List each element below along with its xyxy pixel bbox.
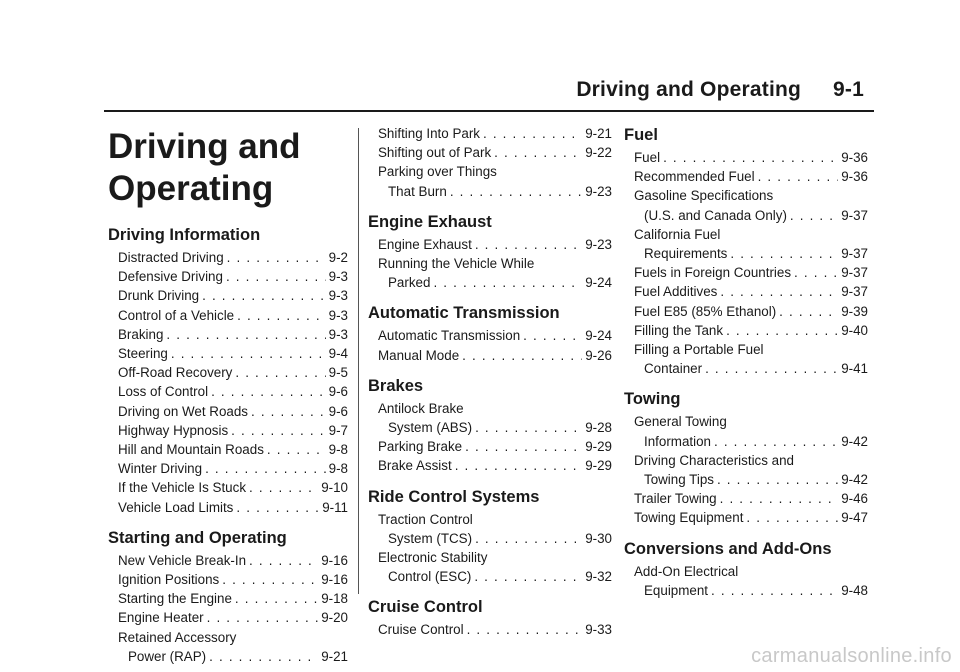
toc-entry-label: Ignition Positions	[118, 572, 220, 588]
dot-leader	[171, 344, 326, 363]
toc-entry[interactable]	[624, 263, 868, 282]
toc-entry-label: Highway Hypnosis	[118, 422, 229, 438]
dot-leader	[705, 359, 838, 378]
toc-entry-label: Engine Heater	[118, 610, 204, 626]
toc-entry[interactable]	[624, 508, 868, 527]
toc-entry-row[interactable]	[634, 359, 868, 378]
toc-entry[interactable]	[108, 498, 348, 517]
toc-page-number: 9-46	[841, 491, 868, 507]
dot-leader	[465, 437, 582, 456]
toc-entry[interactable]	[108, 402, 348, 421]
section-heading: Automatic Transmission	[368, 304, 560, 323]
toc-entry[interactable]	[368, 620, 612, 639]
toc-page-number: 9-29	[585, 458, 612, 474]
toc-page-number: 9-32	[585, 569, 612, 585]
toc-page-number: 9-18	[321, 591, 348, 607]
dot-leader	[236, 498, 319, 517]
toc-entry[interactable]	[368, 162, 612, 200]
toc-entry-row[interactable]	[634, 432, 868, 451]
header-title: Driving and Operating	[576, 78, 802, 101]
toc-entry-row[interactable]	[378, 418, 612, 437]
toc-page-number: 9-47	[841, 510, 868, 526]
toc-entry-label: Fuel E85 (85% Ethanol)	[634, 303, 777, 319]
dot-leader	[720, 282, 838, 301]
dot-leader	[237, 306, 326, 325]
dot-leader	[205, 459, 326, 478]
toc-entry-label-line1: California Fuel	[634, 226, 721, 242]
toc-entry-label: Parked	[388, 275, 431, 291]
toc-page-number: 9-11	[322, 499, 348, 515]
toc-page-number: 9-40	[841, 322, 868, 338]
toc-entry[interactable]	[108, 286, 348, 305]
toc-page-number: 9-26	[585, 347, 612, 363]
toc-page-number: 9-16	[321, 552, 348, 568]
toc-entry[interactable]	[368, 548, 612, 586]
toc-page-number: 9-2	[328, 250, 348, 265]
toc-entry-label-line1: Filling a Portable Fuel	[634, 342, 764, 358]
dot-leader	[226, 267, 326, 286]
column-1-sections	[108, 224, 348, 666]
toc-page-number: 9-10	[321, 480, 348, 496]
section-heading: Towing	[624, 390, 681, 409]
toc-entry[interactable]	[624, 186, 868, 224]
toc-entry-label: Cruise Control	[378, 622, 464, 638]
toc-entry-label: Requirements	[644, 246, 728, 262]
dot-leader	[474, 567, 582, 586]
dot-leader	[222, 570, 318, 589]
toc-column-3	[624, 124, 868, 600]
toc-entry[interactable]	[368, 437, 612, 456]
toc-page-number: 9-3	[328, 326, 348, 342]
dot-leader	[249, 551, 318, 570]
toc-entry[interactable]	[368, 235, 612, 254]
toc-entry[interactable]	[624, 321, 868, 340]
section-heading: Starting and Operating	[108, 528, 287, 547]
page-header	[576, 78, 864, 102]
dot-leader	[720, 489, 839, 508]
toc-entry-label-line1: Retained Accessory	[118, 629, 237, 645]
toc-entry[interactable]	[624, 282, 868, 301]
section-heading: Cruise Control	[368, 598, 483, 617]
toc-page-number: 9-23	[585, 236, 612, 252]
toc-entry-label-line1: Running the Vehicle While	[378, 256, 535, 272]
toc-entry[interactable]	[624, 225, 868, 263]
toc-entry[interactable]	[108, 628, 348, 666]
watermark: carmanualsonline.info	[751, 645, 952, 667]
toc-entry-label-line1: General Towing	[634, 414, 727, 430]
dot-leader	[779, 302, 838, 321]
chapter-title-line-1: Driving and	[108, 127, 301, 166]
dot-leader	[717, 470, 838, 489]
toc-entry-row[interactable]	[118, 647, 348, 666]
toc-entry-label: Automatic Transmission	[378, 328, 521, 344]
toc-entry-label: Defensive Driving	[118, 269, 223, 285]
toc-entry-label-line1: Gasoline Specifications	[634, 188, 774, 204]
toc-entry[interactable]	[624, 412, 868, 450]
toc-page-number: 9-37	[841, 207, 868, 223]
toc-entry-label: Driving on Wet Roads	[118, 403, 248, 419]
dot-leader	[467, 620, 583, 639]
toc-page-number: 9-7	[328, 422, 348, 438]
toc-entry-label: Container	[644, 361, 703, 377]
section-heading: Ride Control Systems	[368, 487, 540, 506]
toc-page-number: 9-36	[841, 150, 868, 165]
dot-leader	[202, 286, 326, 305]
toc-page-number: 9-28	[585, 420, 612, 436]
toc-entry-label: Vehicle Load Limits	[118, 499, 234, 515]
toc-page-number: 9-48	[841, 582, 868, 598]
toc-entry[interactable]	[108, 459, 348, 478]
toc-entry[interactable]	[368, 143, 612, 162]
toc-entry-label: Filling the Tank	[634, 322, 724, 338]
column-2-sections	[368, 124, 612, 640]
toc-page-number: 9-3	[328, 288, 348, 304]
toc-page-number: 9-16	[321, 572, 348, 588]
toc-page-number: 9-3	[328, 269, 348, 285]
toc-page-number: 9-5	[328, 365, 348, 381]
dot-leader	[730, 244, 838, 263]
dot-leader	[794, 263, 838, 282]
section-heading: Conversions and Add-Ons	[624, 539, 832, 558]
section-heading: Engine Exhaust	[368, 212, 492, 231]
toc-entry-label: Loss of Control	[118, 384, 209, 400]
section-heading: Fuel	[624, 126, 658, 144]
section-heading: Brakes	[368, 376, 424, 395]
toc-page-number: 9-6	[328, 403, 348, 419]
dot-leader	[455, 456, 583, 475]
toc-entry[interactable]	[368, 456, 612, 475]
toc-entry-label: Parking Brake	[378, 439, 463, 455]
toc-entry[interactable]	[624, 451, 868, 489]
toc-column-1	[108, 124, 348, 666]
toc-section	[624, 124, 868, 378]
toc-entry[interactable]	[624, 302, 868, 321]
toc-page-number: 9-30	[585, 530, 612, 546]
toc-page-number: 9-39	[841, 303, 868, 319]
toc-entry[interactable]	[368, 510, 612, 548]
toc-page-number: 9-21	[585, 126, 612, 141]
toc-entry[interactable]	[108, 344, 348, 363]
toc-entry-label: Winter Driving	[118, 461, 203, 477]
toc-entry-label: Brake Assist	[378, 458, 452, 474]
toc-section	[368, 211, 612, 293]
toc-entry[interactable]	[108, 363, 348, 382]
toc-page-number: 9-36	[841, 169, 868, 185]
toc-entry[interactable]	[108, 248, 348, 267]
dot-leader	[209, 647, 318, 666]
toc-page-number: 9-22	[585, 145, 612, 161]
column-3-sections	[624, 124, 868, 600]
toc-entry-label: If the Vehicle Is Stuck	[118, 480, 247, 496]
toc-section	[368, 596, 612, 639]
toc-entry-row[interactable]	[634, 470, 868, 489]
toc-entry-label: Trailer Towing	[634, 491, 717, 507]
toc-page-number: 9-42	[841, 433, 868, 449]
dot-leader	[475, 529, 582, 548]
toc-entry-row[interactable]	[378, 567, 612, 586]
toc-entry-label: Control (ESC)	[388, 569, 472, 585]
toc-entry-label-line1: Antilock Brake	[378, 400, 464, 416]
column-divider	[358, 128, 359, 594]
dot-leader	[251, 402, 326, 421]
toc-entry[interactable]	[108, 608, 348, 627]
toc-entry[interactable]	[108, 325, 348, 344]
toc-page-number: 9-37	[841, 284, 868, 300]
toc-column-2	[368, 124, 612, 640]
dot-leader	[523, 326, 582, 345]
toc-entry-label-line1: Driving Characteristics and	[634, 452, 795, 468]
dot-leader	[267, 440, 326, 459]
toc-entry-label: That Burn	[388, 183, 447, 199]
section-heading: Driving Information	[108, 226, 261, 244]
chapter-title	[108, 124, 348, 210]
dot-leader	[235, 363, 325, 382]
toc-entry[interactable]	[108, 306, 348, 325]
toc-entry-label: (U.S. and Canada Only)	[644, 207, 787, 223]
toc-page-number: 9-42	[841, 472, 868, 488]
toc-entry[interactable]	[108, 421, 348, 440]
header-rule	[104, 110, 874, 112]
toc-entry-row[interactable]	[378, 529, 612, 548]
toc-section	[624, 388, 868, 527]
toc-page-number: 9-37	[841, 265, 868, 281]
dot-leader	[166, 325, 325, 344]
toc-section	[368, 124, 612, 201]
dot-leader	[475, 418, 582, 437]
toc-entry-row[interactable]	[634, 581, 868, 600]
toc-entry-label: Manual Mode	[378, 347, 460, 363]
toc-entry-label: System (TCS)	[388, 530, 473, 546]
toc-entry-label: Shifting Into Park	[378, 126, 480, 141]
toc-entry-label: Recommended Fuel	[634, 169, 755, 185]
toc-section	[368, 375, 612, 476]
toc-entry-label: Shifting out of Park	[378, 145, 492, 161]
dot-leader	[746, 508, 838, 527]
toc-entry-label: Fuel Additives	[634, 284, 718, 300]
dot-leader	[726, 321, 838, 340]
toc-entry[interactable]	[108, 589, 348, 608]
toc-section	[368, 302, 612, 364]
toc-entry-label-line1: Parking over Things	[378, 164, 497, 180]
toc-section	[624, 538, 868, 600]
toc-page-number: 9-3	[328, 307, 348, 323]
toc-entry[interactable]	[624, 489, 868, 508]
toc-entry-label: Power (RAP)	[128, 648, 207, 664]
toc-page-number: 9-8	[328, 461, 348, 477]
toc-entry[interactable]	[368, 124, 612, 143]
toc-entry-row[interactable]	[634, 206, 868, 225]
toc-entry[interactable]	[368, 326, 612, 345]
toc-entry-label: Engine Exhaust	[378, 236, 472, 252]
toc-section	[108, 224, 348, 517]
toc-entry-label: Equipment	[644, 582, 709, 598]
toc-entry-label-line1: Add-On Electrical	[634, 563, 739, 579]
toc-section	[108, 527, 348, 666]
toc-entry-label: Steering	[118, 346, 168, 362]
toc-entry[interactable]	[624, 167, 868, 186]
toc-entry-label: Towing Equipment	[634, 510, 744, 526]
toc-entry-label: Drunk Driving	[118, 288, 200, 304]
toc-entry-label: Control of a Vehicle	[118, 307, 235, 323]
dot-leader	[207, 608, 319, 627]
toc-entry-label: System (ABS)	[388, 420, 473, 436]
toc-entry-label: New Vehicle Break-In	[118, 552, 247, 568]
toc-page-number: 9-41	[841, 361, 868, 377]
dot-leader	[211, 382, 326, 401]
toc-page-number: 9-8	[328, 442, 348, 458]
toc-entry-row[interactable]	[378, 273, 612, 292]
toc-entry-label: Fuel	[634, 150, 661, 165]
toc-entry-label-line1: Traction Control	[378, 511, 473, 527]
toc-entry[interactable]	[368, 346, 612, 365]
dot-leader	[483, 124, 582, 143]
toc-page-number: 9-33	[585, 622, 612, 638]
toc-page-number: 9-21	[321, 648, 348, 664]
dot-leader	[711, 581, 838, 600]
toc-entry[interactable]	[368, 399, 612, 437]
toc-page-number: 9-6	[328, 384, 348, 400]
toc-entry-label: Information	[644, 433, 711, 449]
dot-leader	[462, 346, 582, 365]
toc-entry[interactable]	[108, 440, 348, 459]
toc-entry-label: Braking	[118, 326, 164, 342]
toc-page-number: 9-24	[585, 328, 612, 344]
toc-entry[interactable]	[624, 340, 868, 378]
toc-entry-label: Towing Tips	[644, 472, 714, 488]
dot-leader	[790, 206, 838, 225]
toc-page-number: 9-29	[585, 439, 612, 455]
toc-entry[interactable]	[108, 551, 348, 570]
toc-entry[interactable]	[108, 478, 348, 497]
toc-entry[interactable]	[108, 267, 348, 286]
toc-section	[368, 486, 612, 587]
toc-entry-label: Off-Road Recovery	[118, 365, 233, 381]
dot-leader	[714, 432, 838, 451]
page-number: 9-1	[833, 78, 864, 101]
toc-entry[interactable]	[108, 382, 348, 401]
toc-page-number: 9-37	[841, 246, 868, 262]
dot-leader	[231, 421, 325, 440]
toc-page-number: 9-24	[585, 275, 612, 291]
toc-entry-row[interactable]	[378, 182, 612, 201]
toc-entry-row[interactable]	[634, 244, 868, 263]
toc-entry-label: Fuels in Foreign Countries	[634, 265, 792, 281]
toc-entry[interactable]	[624, 562, 868, 600]
dot-leader	[758, 167, 839, 186]
toc-entry-label-line1: Electronic Stability	[378, 550, 488, 566]
dot-leader	[494, 143, 582, 162]
dot-leader	[227, 248, 326, 267]
toc-entry-label: Distracted Driving	[118, 250, 224, 265]
toc-entry[interactable]	[108, 570, 348, 589]
dot-leader	[475, 235, 582, 254]
dot-leader	[450, 182, 582, 201]
toc-entry-label: Hill and Mountain Roads	[118, 442, 264, 458]
dot-leader	[249, 478, 318, 497]
toc-page-number: 9-23	[585, 183, 612, 199]
toc-entry-label: Starting the Engine	[118, 591, 232, 607]
dot-leader	[235, 589, 318, 608]
toc-page-number: 9-20	[321, 610, 348, 626]
dot-leader	[663, 148, 838, 167]
dot-leader	[433, 273, 582, 292]
toc-entry[interactable]	[368, 254, 612, 292]
toc-entry[interactable]	[624, 148, 868, 167]
chapter-title-line-2: Operating	[108, 169, 274, 208]
toc-page-number: 9-4	[328, 346, 348, 362]
